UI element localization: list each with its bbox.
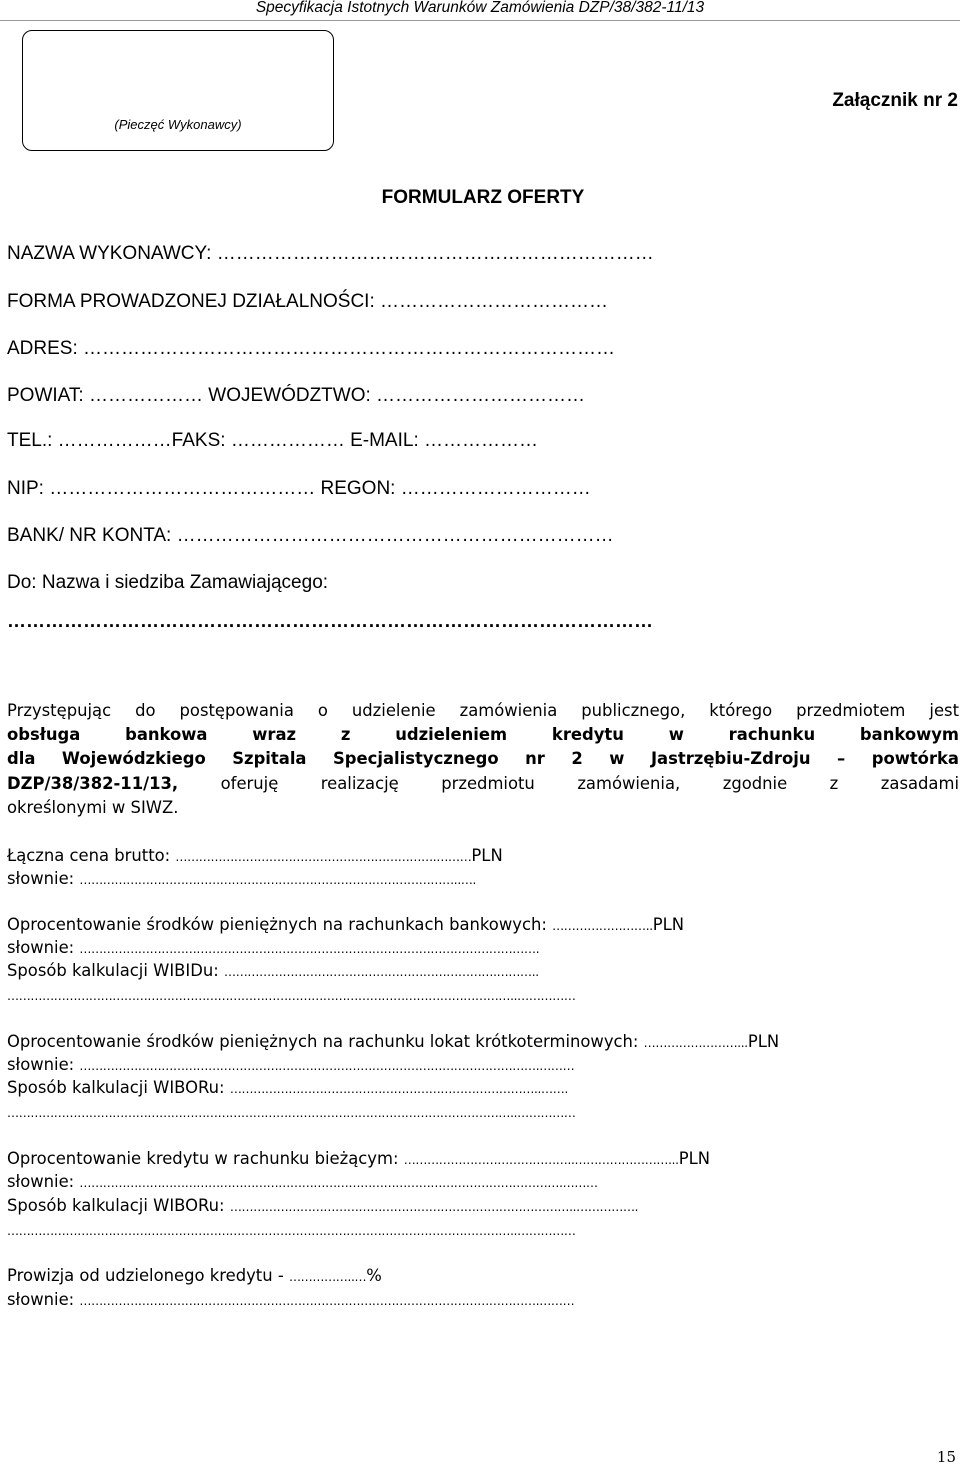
percent-sign: % xyxy=(366,1266,382,1285)
orderer-dots: ………………………………………………………………………………………… xyxy=(7,611,653,632)
in-words-dots: ……………………………………………………………………………………………………….……… xyxy=(79,1294,575,1308)
dotted-fill: …………………………………………………………………………………………………………………..…………… xyxy=(7,989,576,1003)
commission-label: Prowizja od udzielonego kredytu - xyxy=(7,1266,284,1285)
running-header xyxy=(0,0,960,21)
interest-accounts-label: Oprocentowanie środków pieniężnych na rachunkach bankowych: xyxy=(7,915,547,934)
interest-deposits-line xyxy=(7,1030,959,1055)
interest-credit-dots: ……………………………………..……………………... xyxy=(403,1153,679,1167)
intro-line xyxy=(7,772,959,796)
commission-line xyxy=(7,1264,959,1289)
contractor-stamp-box xyxy=(22,30,334,151)
page-number: 15 xyxy=(936,1448,956,1466)
in-words-label: słownie: xyxy=(7,938,75,957)
commission-dots: ……………..… xyxy=(288,1270,367,1284)
interest-credit-label: Oprocentowanie kredytu w rachunku bieżącym: xyxy=(7,1149,399,1168)
in-words-line xyxy=(7,1288,959,1313)
tender-reference: DZP/38/382-11/13, xyxy=(7,773,179,793)
address-field: ADRES: ………………………………………………………………………… xyxy=(7,338,616,359)
gross-price-line xyxy=(7,844,959,869)
in-words-label: słownie: xyxy=(7,1290,75,1309)
gross-price-dots: ………………………………………………………….……… xyxy=(175,850,472,864)
dotted-line xyxy=(7,983,959,1008)
currency-label: PLN xyxy=(652,915,685,934)
dotted-line xyxy=(7,1218,959,1243)
wibor-method-label: Sposób kalkulacji WIBORu: xyxy=(7,1078,225,1097)
phone-fax-email-field: TEL.: ………………FAKS: ……………… E-MAIL: ……………… xyxy=(7,430,538,451)
in-words-dots: ……………………………………………………………………………………..…. xyxy=(79,873,477,887)
nip-regon-field: NIP: …………………………………… REGON: ………………………… xyxy=(7,478,591,499)
intro-bold-text: dla Wojewódzkiego Szpitala Specjalistycznego nr 2 w Jastrzębiu-Zdroju – powtórka xyxy=(7,749,959,769)
header-text: Specyfikacja Istotnych Warunków Zamówienia DZP/38/382-11/13 xyxy=(255,0,705,16)
annex-label: Załącznik nr 2 xyxy=(832,90,958,111)
in-words-dots: ………………………………………………………………………………………………………. xyxy=(79,942,540,956)
business-form-field: FORMA PROWADZONEJ DZIAŁALNOŚCI: ……………………………… xyxy=(7,291,609,312)
wibor-method-dots: ……………………………………………………………………..……. xyxy=(229,1082,568,1096)
in-words-label: słownie: xyxy=(7,1055,75,1074)
wibor-method-label: Sposób kalkulacji WIBORu: xyxy=(7,1196,225,1215)
gross-price-label: Łączna cena brutto: xyxy=(7,846,171,865)
currency-label: PLN xyxy=(678,1149,710,1168)
in-words-dots: …………………………………………………………………………………………………………….……… xyxy=(79,1176,598,1190)
intro-bold-text: obsługa bankowa wraz z udzieleniem kredytu w rachunku bankowym xyxy=(7,725,959,745)
interest-accounts-dots: …………………….. xyxy=(552,919,653,933)
intro-line-bold xyxy=(7,723,959,747)
currency-label: PLN xyxy=(747,1032,780,1051)
bank-account-field: BANK/ NR KONTA: …………………………………………………………… xyxy=(7,525,614,546)
wibor-method-line xyxy=(7,1194,959,1219)
wibid-method-label: Sposób kalkulacji WIBIDu: xyxy=(7,961,219,980)
in-words-dots: ……………………………………………………………………………………………………….……… xyxy=(79,1059,575,1073)
wibor-method-line xyxy=(7,1076,959,1101)
stamp-label: (Pieczęć Wykonawcy) xyxy=(114,117,242,132)
orderer-label: Do: Nazwa i siedziba Zamawiającego: xyxy=(7,572,329,593)
intro-line: Przystępując do postępowania o udzielenie zamówienia publicznego, którego przedmiotem jest xyxy=(7,701,959,720)
dotted-fill: …………………………………………………………………………………………………………………..…………… xyxy=(7,1106,576,1120)
intro-line: określonymi w SIWZ. xyxy=(7,797,179,817)
dotted-line xyxy=(7,1100,959,1125)
in-words-line xyxy=(7,1170,959,1195)
interest-deposits-label: Oprocentowanie środków pieniężnych na rachunku lokat krótkoterminowych: xyxy=(7,1032,639,1051)
wibid-method-dots: …………………………………………………………….……….. xyxy=(224,965,539,979)
interest-deposits-dots: ……………………... xyxy=(643,1036,748,1050)
contractor-name-field: NAZWA WYKONAWCY: …………………………………………………………… xyxy=(7,243,654,264)
offer-intro-paragraph xyxy=(7,699,959,820)
intro-line-bold xyxy=(7,747,959,771)
currency-label: PLN xyxy=(471,846,503,865)
in-words-line xyxy=(7,1053,959,1078)
intro-text: oferuję realizację przedmiotu zamówienia, zgodnie z zasadami xyxy=(178,773,959,793)
wibor-method-dots: ……………………………………………………………………………..……………. xyxy=(229,1200,639,1214)
dotted-fill: …………………………………………………………………………………………………………………..…………… xyxy=(7,1224,576,1238)
form-title: FORMULARZ OFERTY xyxy=(381,187,585,208)
wibid-method-line xyxy=(7,959,959,984)
in-words-label: słownie: xyxy=(7,869,75,888)
interest-credit-line xyxy=(7,1147,959,1172)
county-voivodeship-field: POWIAT: ……………… WOJEWÓDZTWO: …………………………… xyxy=(7,385,586,406)
in-words-line xyxy=(7,867,959,892)
interest-accounts-line xyxy=(7,913,959,938)
in-words-label: słownie: xyxy=(7,1172,75,1191)
in-words-line xyxy=(7,936,959,961)
